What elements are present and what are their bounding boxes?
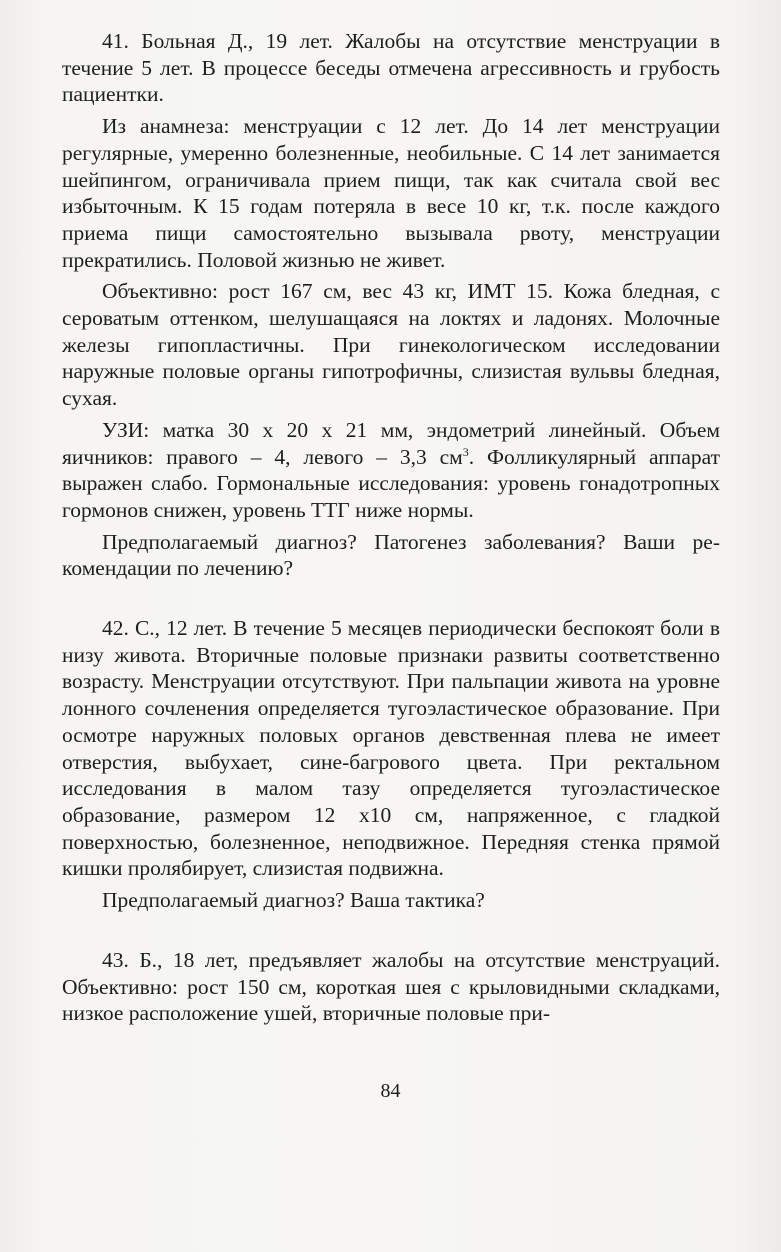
case-42-description: 42. С., 12 лет. В течение 5 месяцев периодически беспокоят боли в низу живота. Вторичные половые признаки развиты соответственно возрасту. Менструации отсутствуют. При пальпации живота на уровне лонного сочленения определяется тугоэластическое образование. При осмотре наружных половых органов девственная плева не имеет отверстия, выбухает, сине-багрового цвета. При ректальном исследования в малом тазу определяется тугоэластическое образование, размером 12 х10 см, напряженное, с гладкой поверхностью, болезненное, неподвижное. Передняя стенка прямой кишки пролябирует, слизистая подвижна.: [62, 616, 720, 881]
case-41-complaint: 41. Больная Д., 19 лет. Жалобы на отсутствие менструации в течение 5 лет. В процессе беседы отмечена агрессивность и грубость пациентки.: [62, 29, 720, 107]
case-43-description: 43. Б., 18 лет, предъявляет жалобы на отсутствие менструаций. Объективно: рост 150 см, короткая шея с крыловидными складками, низкое расположение ушей, вторичные половые при-: [62, 947, 720, 1026]
case-41-ultrasound-text-b: . Фолликулярный аппарат выражен слабо. Гормональные исследования: уровень гонадотропных гормонов снижен, уровень ТТГ ниже нормы.: [62, 444, 720, 522]
case-41-anamnesis: Из анамнеза: менструации с 12 лет. До 14 лет менструации регулярные, умеренно болезненные, необильные. С 14 лет занимается шейпингом, ограничивала прием пищи, так как считала свой вес избыточным. К 15 годам потеряла в весе 10 кг, т.к. после каждого приема пищи самостоятельно вызывала рвоту, менструации прекратились. Половой жизнью не живет.: [62, 114, 720, 272]
case-41-ultrasound: [62, 417, 720, 524]
case-41-questions: Предполагаемый диагноз? Патогенез заболевания? Ваши рекомендации по лечению?: [62, 529, 720, 581]
page-text: [62, 28, 720, 1027]
case-41-ultrasound-text-a: УЗИ: матка 30 х 20 х 21 мм, эндометрий линейный. Объем яичников: правого – 4, левого – 3,3 см: [62, 417, 720, 469]
case-41-objective: Объективно: рост 167 см, вес 43 кг, ИМТ 15. Кожа бледная, с сероватым оттенком, шелушащаяся на локтях и ладонях. Молочные железы гипопластичны. При гинекологическом исследовании наружные половые органы гипотрофичны, слизистая вульвы бледная, сухая.: [62, 279, 720, 411]
page-number: 84: [380, 1080, 401, 1102]
case-41-ultrasound-superscript: 3: [462, 444, 469, 459]
case-42-questions: Предполагаемый диагноз? Ваша тактика?: [102, 888, 485, 913]
